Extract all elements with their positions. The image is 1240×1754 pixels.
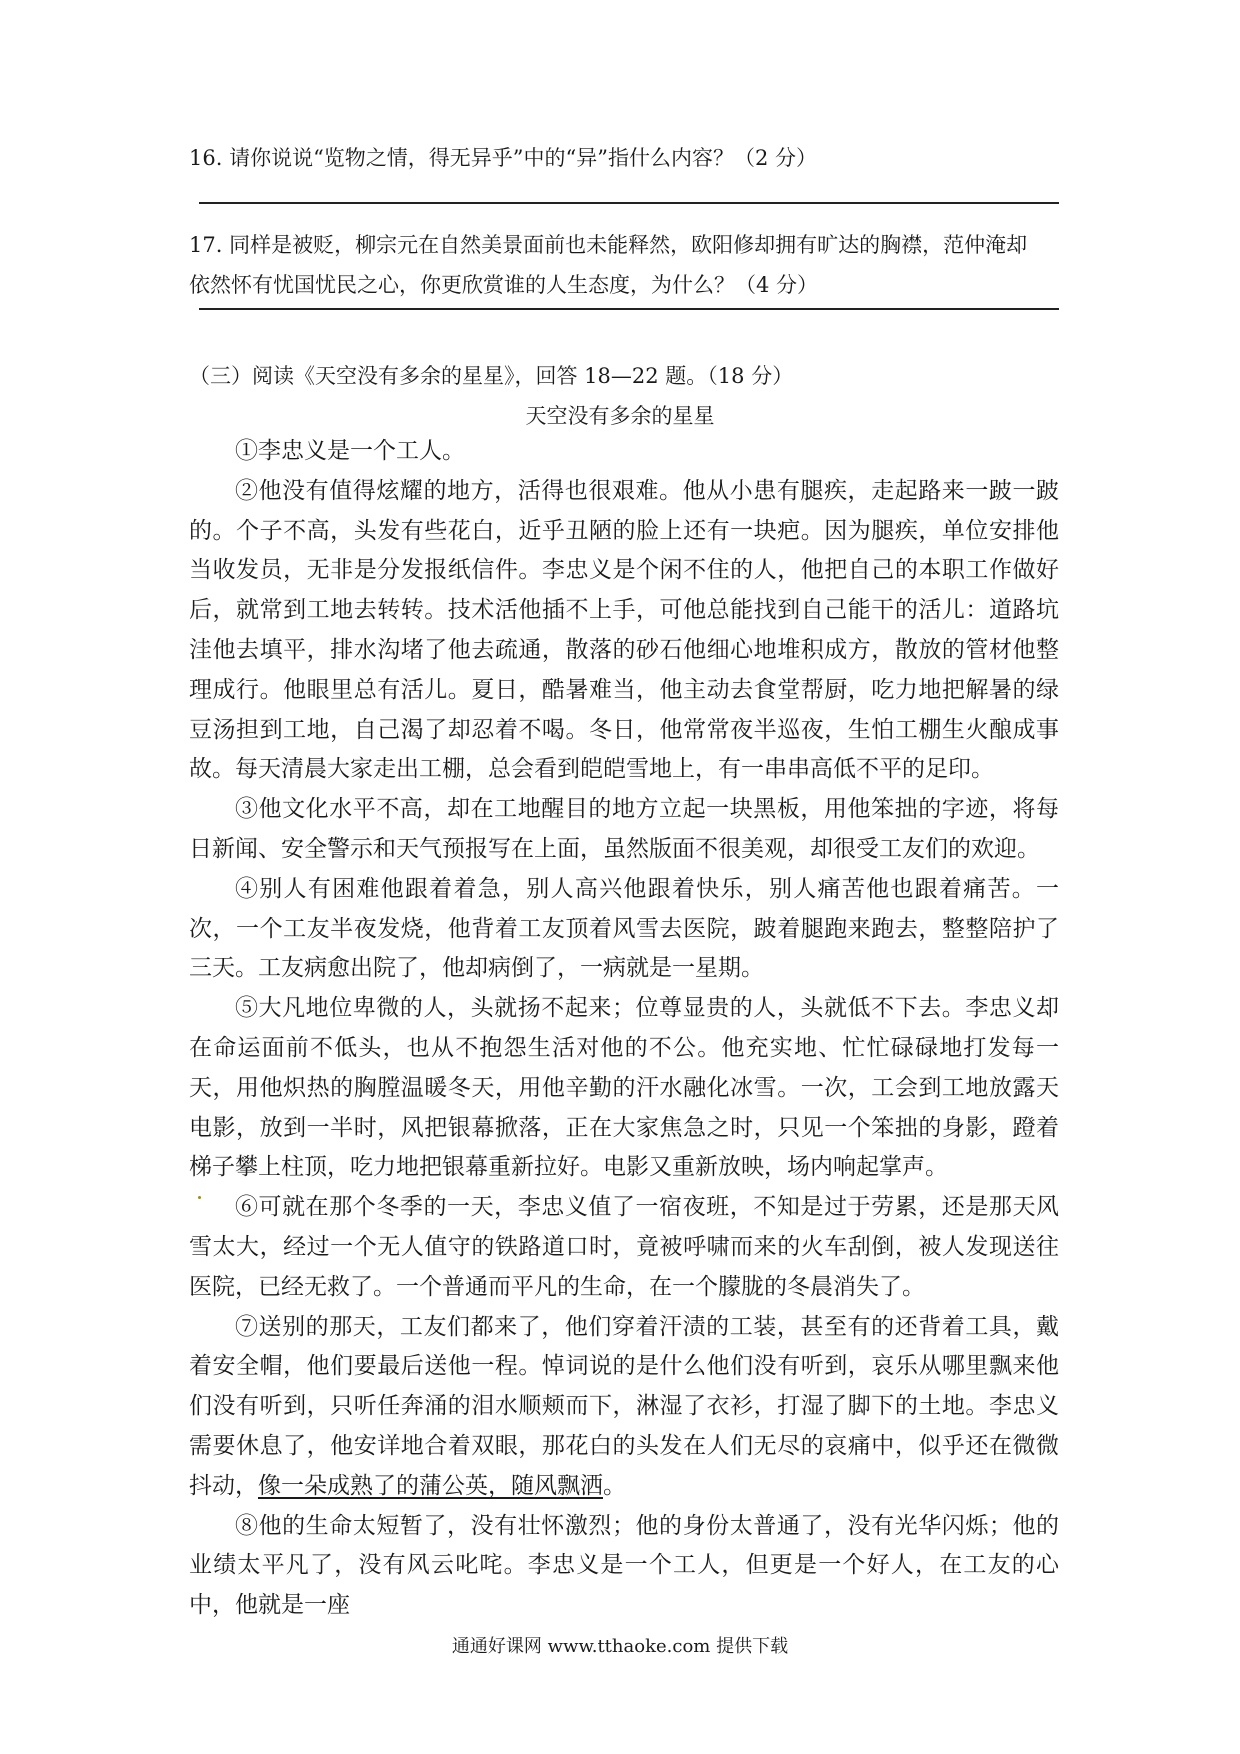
- answer-line-16: [199, 202, 1059, 204]
- question-17-line-2: 依然怀有忧国忧民之心，你更欣赏谁的人生态度，为什么？（4 分）: [189, 273, 819, 297]
- footer-credit: 通通好课网 www.tthaoke.com 提供下载: [451, 1636, 789, 1657]
- section-heading: （三）阅读《天空没有多余的星星》，回答 18—22 题。（18 分）: [189, 364, 794, 388]
- paragraph-6: ⑥可就在那个冬季的一天，李忠义值了一宿夜班，不知是过于劳累，还是那天风雪太大，经过一个无人值守的铁路道口时，竟被呼啸而来的火车刮倒，被人发现送往医院，已经无救了。一个普通而平凡的生命，在一个朦胧的冬晨消失了。: [189, 1194, 1059, 1300]
- speck-mark: [198, 1196, 201, 1199]
- paragraph-4: ④别人有困难他跟着着急，别人高兴他跟着快乐，别人痛苦他也跟着痛苦。一次，一个工友半夜发烧，他背着工友顶着风雪去医院，跛着腿跑来跑去，整整陪护了三天。工友病愈出院了，他却病倒了，一病就是一星期。: [189, 875, 1059, 982]
- paragraph-7-text: ⑦送别的那天，工友们都来了，他们穿着汗渍的工装，甚至有的还背着工具，戴着安全帽，他们要最后送他一程。悼词说的是什么他们没有听到，哀乐从哪里飘来他们没有听到，只听任奔涌的泪水顺颊而下，淋湿了衣衫，打湿了脚下的土地。李忠义需要休息了，他安详地合着双眼，那花白的头发在人们无尽的哀痛中，似乎还在微微抖动，: [189, 1313, 1059, 1499]
- paragraph-5: ⑤大凡地位卑微的人，头就扬不起来；位尊显贵的人，头就低不下去。李忠义却在命运面前不低头，也从不抱怨生活对他的不公。他充实地、忙忙碌碌地打发每一天，用他炽热的胸膛温暖冬天，用他辛勤的汗水融化冰雪。一次，工会到工地放露天电影，放到一半时，风把银幕掀落，正在大家焦急之时，只见一个笨拙的身影，蹬着梯子攀上柱顶，吃力地把银幕重新拉好。电影又重新放映，场内响起掌声。: [189, 995, 1059, 1181]
- answer-line-17: [199, 308, 1059, 310]
- paragraph-8: ⑧他的生命太短暂了，没有壮怀激烈；他的身份太普通了，没有光华闪烁；他的业绩太平凡了，没有风云叱咤。李忠义是一个工人，但更是一个好人，在工友的心中，他就是一座: [189, 1512, 1059, 1619]
- question-17-line-1: 17. 同样是被贬，柳宗元在自然美景面前也未能释然，欧阳修却拥有旷达的胸襟，范仲淹却: [189, 233, 1028, 257]
- paragraph-3: ③他文化水平不高，却在工地醒目的地方立起一块黑板，用他笨拙的字迹，将每日新闻、安全警示和天气预报写在上面，虽然版面不很美观，却很受工友们的欢迎。: [189, 796, 1059, 862]
- question-17: [189, 225, 1059, 305]
- article-title: 天空没有多余的星星: [525, 404, 715, 428]
- paragraph-7-underlined: 像一朵成熟了的蒲公英，随风飘洒: [258, 1472, 603, 1499]
- paragraph-2: ②他没有值得炫耀的地方，活得也很艰难。他从小患有腿疾，走起路来一跛一跛的。个子不高，头发有些花白，近乎丑陋的脸上还有一块疤。因为腿疾，单位安排他当收发员，无非是分发报纸信件。李忠义是个闲不住的人，他把自己的本职工作做好后，就常到工地去转转。技术活他插不上手，可他总能找到自己能干的活儿：道路坑洼他去填平，排水沟堵了他去疏通，散落的砂石他细心地堆积成方，散放的管材他整理成行。他眼里总有活儿。夏日，酷暑难当，他主动去食堂帮厨，吃力地把解暑的绿豆汤担到工地，自己渴了却忍着不喝。冬日，他常常夜半巡夜，生怕工棚生火酿成事故。每天清晨大家走出工棚，总会看到皑皑雪地上，有一串串高低不平的足印。: [189, 477, 1059, 783]
- paragraph-7-end: 。: [603, 1472, 626, 1499]
- question-16: 16. 请你说说“览物之情，得无异乎”中的“异”指什么内容？（2 分）: [189, 146, 818, 170]
- article-body: [189, 432, 1059, 1626]
- paragraph-7: [189, 1308, 1059, 1507]
- paragraph-1: ①李忠义是一个工人。: [235, 438, 465, 464]
